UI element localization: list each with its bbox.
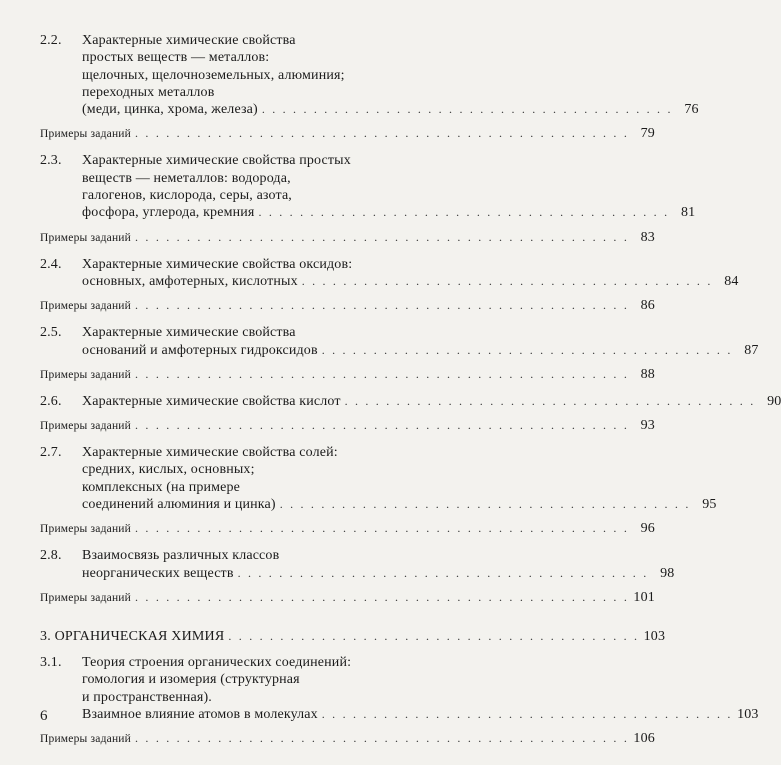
section-title: 3. ОРГАНИЧЕСКАЯ ХИМИЯ xyxy=(40,628,225,644)
dot-leader: . . . . . . . . . . . . . . . . . . . . . . . . . . . . . . . . . . . . . . . . xyxy=(228,628,640,643)
toc-entry-2-4 xyxy=(40,256,739,291)
dot-leader: . . . . . . . . . . . . . . . . . . . . . . . . . . . . . . . . . . . . . . . . xyxy=(237,565,649,580)
examples-row xyxy=(40,125,656,142)
page-number: 79 xyxy=(640,126,656,142)
page-number: 103 xyxy=(737,706,759,722)
entry-line: Взаимосвязь различных классов xyxy=(82,548,280,564)
entry-number: 2.7. xyxy=(40,445,62,461)
dot-leader: . . . . . . . . . . . . . . . . . . . . . . . . . . . . . . . . . . . . . . . . xyxy=(261,102,673,117)
entry-number: 2.3. xyxy=(40,153,62,169)
entry-line: Характерные химические свойства солей: xyxy=(82,445,338,461)
entry-line: простых веществ — металлов: xyxy=(82,50,270,66)
page-number: 88 xyxy=(640,366,656,382)
entry-line: галогенов, кислорода, серы, азота, xyxy=(82,188,292,204)
examples-label: Примеры заданий xyxy=(40,231,132,244)
examples-label: Примеры заданий xyxy=(40,300,132,313)
page-number: 98 xyxy=(660,565,675,581)
toc-entry-2-7 xyxy=(40,444,717,513)
entry-number: 2.2. xyxy=(40,33,62,48)
entry-last-line: фосфора, углерода, кремния xyxy=(82,205,255,221)
toc-entry-3-1 xyxy=(40,654,759,723)
section-heading xyxy=(40,628,666,645)
entry-line: переходных металлов xyxy=(82,84,215,100)
page-number: 93 xyxy=(640,418,656,434)
dot-leader: . . . . . . . . . . . . . . . . . . . . . . . . . . . . . . . . . . . . . . . . xyxy=(321,706,733,721)
entry-line: Характерные химические свойства простых xyxy=(82,153,351,169)
entry-number: 2.6. xyxy=(40,393,62,409)
examples-label: Примеры заданий xyxy=(40,733,132,746)
entry-line: веществ — неметаллов: водорода, xyxy=(82,170,291,186)
examples-row xyxy=(40,520,656,537)
page-number: 96 xyxy=(640,521,656,537)
page-number: 83 xyxy=(640,229,656,245)
examples-row xyxy=(40,417,656,434)
entry-line: средних, кислых, основных; xyxy=(82,462,255,478)
toc-entry-2-6 xyxy=(40,393,781,410)
examples-label: Примеры заданий xyxy=(40,368,132,381)
entry-number: 2.5. xyxy=(40,325,62,341)
page-number: 84 xyxy=(724,273,739,289)
entry-line: Теория строения органических соединений: xyxy=(82,654,352,670)
examples-row xyxy=(40,730,656,747)
dot-leader: . . . . . . . . . . . . . . . . . . . . . . . . . . . . . . . . . . . . . . . . . . . . . . . . xyxy=(135,589,630,604)
examples-label: Примеры заданий xyxy=(40,128,132,141)
examples-label: Примеры заданий xyxy=(40,523,132,536)
entry-last-line: Характерные химические свойства кислот xyxy=(82,393,341,409)
dot-leader: . . . . . . . . . . . . . . . . . . . . . . . . . . . . . . . . . . . . . . . . xyxy=(321,342,733,357)
entry-line: гомология и изомерия (структурная xyxy=(82,672,300,688)
entry-line: комплексных (на примере xyxy=(82,479,241,495)
dot-leader: . . . . . . . . . . . . . . . . . . . . . . . . . . . . . . . . . . . . . . . . xyxy=(279,497,691,512)
toc-entry-2-5 xyxy=(40,324,759,359)
entry-last-line: Взаимное влияние атомов в молекулах xyxy=(82,706,318,722)
entry-line: Характерные химические свойства оксидов: xyxy=(82,256,353,272)
toc-entry-2-3 xyxy=(40,152,696,221)
entry-line: и пространственная). xyxy=(82,689,212,705)
examples-label: Примеры заданий xyxy=(40,591,132,604)
entry-number: 2.4. xyxy=(40,256,62,272)
dot-leader: . . . . . . . . . . . . . . . . . . . . . . . . . . . . . . . . . . . . . . . . . . . . . . . . xyxy=(135,731,630,746)
page-number: 95 xyxy=(702,497,717,513)
dot-leader: . . . . . . . . . . . . . . . . . . . . . . . . . . . . . . . . . . . . . . . . . . . . . . . . xyxy=(135,298,630,313)
examples-row xyxy=(40,589,656,606)
examples-label: Примеры заданий xyxy=(40,420,132,433)
table-of-contents xyxy=(40,32,781,747)
entry-number: 3.1. xyxy=(40,654,62,670)
page-number: 101 xyxy=(633,589,656,605)
page-number: 106 xyxy=(633,731,656,747)
page-number: 76 xyxy=(684,102,699,118)
page-number: 81 xyxy=(680,205,696,221)
page-number: 103 xyxy=(643,628,666,644)
dot-leader: . . . . . . . . . . . . . . . . . . . . . . . . . . . . . . . . . . . . . . . . . . . . . . . . xyxy=(135,229,630,244)
entry-last-line: оснований и амфотерных гидроксидов xyxy=(82,342,318,358)
page-number: 87 xyxy=(744,342,759,358)
examples-row xyxy=(40,366,656,383)
page-number: 86 xyxy=(640,298,656,314)
toc-entry-2-2 xyxy=(40,32,699,118)
dot-leader: . . . . . . . . . . . . . . . . . . . . . . . . . . . . . . . . . . . . . . . . xyxy=(344,393,756,408)
entry-last-line: соединений алюминия и цинка) xyxy=(82,497,276,513)
entry-last-line: неорганических веществ xyxy=(82,565,234,581)
examples-row xyxy=(40,297,656,314)
entry-line: щелочных, щелочноземельных, алюминия; xyxy=(82,67,345,83)
entry-number: 2.8. xyxy=(40,548,62,564)
entry-line: Характерные химические свойства xyxy=(82,325,296,341)
toc-entry-2-8 xyxy=(40,547,675,582)
entry-last-line: (меди, цинка, хрома, железа) xyxy=(82,102,258,118)
dot-leader: . . . . . . . . . . . . . . . . . . . . . . . . . . . . . . . . . . . . . . . . . . . . . . . . xyxy=(135,126,630,141)
dot-leader: . . . . . . . . . . . . . . . . . . . . . . . . . . . . . . . . . . . . . . . . . . . . . . . . xyxy=(135,366,630,381)
page-folio: 6 xyxy=(40,708,48,724)
examples-row xyxy=(40,229,656,246)
entry-line: Характерные химические свойства xyxy=(82,33,296,48)
entry-last-line: основных, амфотерных, кислотных xyxy=(82,273,298,289)
dot-leader: . . . . . . . . . . . . . . . . . . . . . . . . . . . . . . . . . . . . . . . . xyxy=(258,205,670,220)
page-number: 90 xyxy=(767,393,781,409)
dot-leader: . . . . . . . . . . . . . . . . . . . . . . . . . . . . . . . . . . . . . . . . . . . . . . . . xyxy=(135,521,630,536)
dot-leader: . . . . . . . . . . . . . . . . . . . . . . . . . . . . . . . . . . . . . . . . xyxy=(301,273,713,288)
dot-leader: . . . . . . . . . . . . . . . . . . . . . . . . . . . . . . . . . . . . . . . . . . . . . . . . xyxy=(135,418,630,433)
